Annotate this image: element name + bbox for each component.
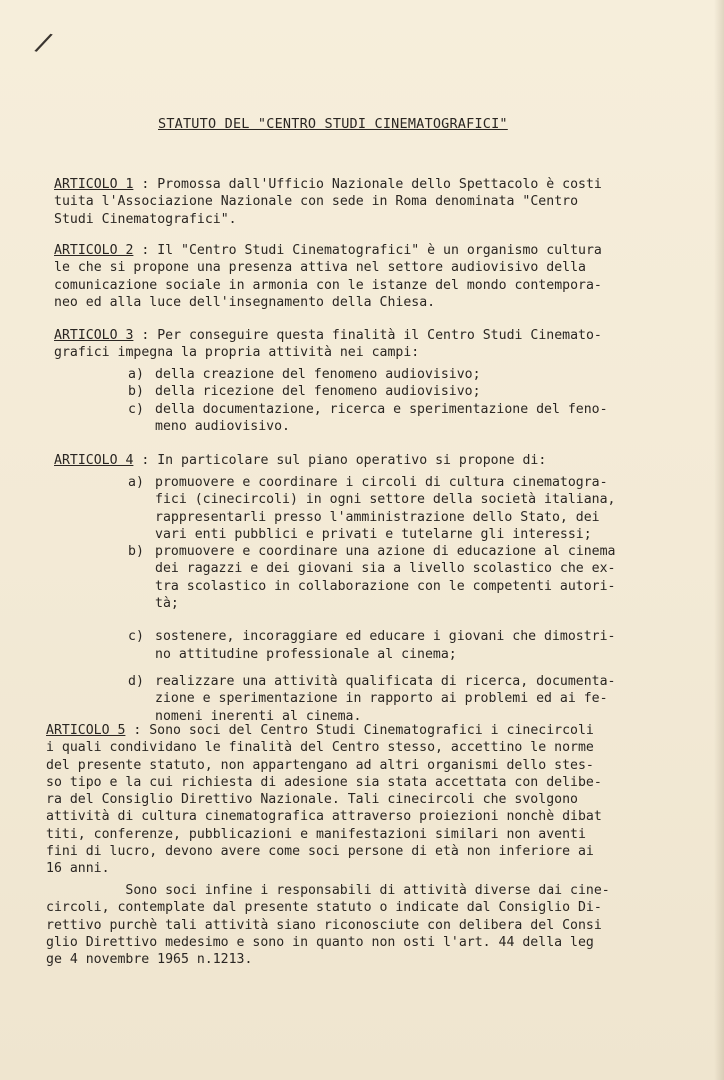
list-item-line: della creazione del fenomeno audiovisivo; bbox=[155, 367, 481, 382]
list-item-line: meno audiovisivo. bbox=[155, 418, 290, 434]
list-item-line: sostenere, incoraggiare ed educare i giovani che dimostri- bbox=[155, 629, 616, 645]
list-item-letter: d) bbox=[128, 673, 144, 689]
article-3-first-line: ARTICOLO 3 : Per conseguire questa finalità il Centro Studi Cinemato- bbox=[54, 328, 602, 343]
list-item bbox=[128, 673, 656, 725]
list-item-line: promuovere e coordinare una azione di educazione al cinema bbox=[155, 544, 616, 560]
list-item-line: della documentazione, ricerca e sperimentazione del feno- bbox=[155, 401, 608, 417]
list-item-line: della ricezione del fenomeno audiovisivo; bbox=[155, 384, 481, 400]
article-2-line: neo ed alla luce dell'insegnamento della Chiesa. bbox=[54, 294, 436, 310]
list-item-line: no attitudine professionale al cinema; bbox=[155, 646, 457, 662]
article-3-line: grafici impegna la propria attività nei campi: bbox=[54, 345, 420, 361]
article-5-paragraph-2 bbox=[46, 882, 656, 968]
article-1 bbox=[54, 176, 654, 228]
article-4-first-line: ARTICOLO 4 : In particolare sul piano operativo si propone di: bbox=[54, 453, 547, 468]
article-4-heading: ARTICOLO 4 bbox=[54, 453, 134, 468]
list-item-line: zione e sperimentazione in rapporto ai problemi ed ai fe- bbox=[155, 691, 608, 707]
article-5-p2-line: glio Direttivo medesimo e sono in quanto non osti l'art. 44 della leg bbox=[46, 934, 594, 950]
article-5-line: i quali condividano le finalità del Centro stesso, accettino le norme bbox=[46, 740, 594, 756]
article-5-line: fini di lucro, devono avere come soci persone di età non inferiore ai bbox=[46, 844, 594, 860]
list-item-line: vari enti pubblici e privati e tutelarne gli interessi; bbox=[155, 526, 592, 542]
article-3-heading: ARTICOLO 3 bbox=[54, 328, 134, 343]
article-5-p2-line: Sono soci infine i responsabili di attività diverse dai cine- bbox=[46, 883, 610, 898]
list-item bbox=[128, 401, 656, 436]
article-5 bbox=[46, 722, 656, 878]
article-2 bbox=[54, 242, 654, 311]
list-item-line: tra scolastico in collaborazione con le competenti autori- bbox=[155, 578, 616, 594]
article-5-first-line: ARTICOLO 5 : Sono soci del Centro Studi Cinematografici i cinecircoli bbox=[46, 723, 594, 738]
article-5-line: attività di cultura cinematografica attraverso proiezioni nonchè dibat bbox=[46, 809, 602, 825]
list-item-letter: b) bbox=[128, 544, 144, 560]
article-1-first-line: ARTICOLO 1 : Promossa dall'Ufficio Nazionale dello Spettacolo è costi bbox=[54, 177, 602, 192]
list-item-line: realizzare una attività qualificata di ricerca, documenta- bbox=[155, 673, 616, 689]
article-5-line: titi, conferenze, pubblicazioni e manifestazioni similari non aventi bbox=[46, 826, 586, 842]
article-2-heading: ARTICOLO 2 bbox=[54, 243, 134, 258]
list-item-letter: c) bbox=[128, 629, 144, 645]
list-item-line: promuovere e coordinare i circoli di cultura cinematogra- bbox=[155, 475, 608, 490]
article-3-list bbox=[128, 366, 656, 435]
article-5-line: so tipo e la cui richiesta di adesione sia stata accettata con delibe- bbox=[46, 774, 602, 790]
list-item-line: rappresentarli presso l'amministrazione dello Stato, dei bbox=[155, 509, 600, 525]
page-edge-shadow bbox=[714, 0, 724, 1080]
article-5-p2-line: ge 4 novembre 1965 n.1213. bbox=[46, 952, 253, 968]
article-4 bbox=[54, 452, 654, 469]
list-item bbox=[128, 474, 656, 543]
document-title: STATUTO DEL "CENTRO STUDI CINEMATOGRAFICI" bbox=[158, 116, 508, 132]
article-2-first-line: ARTICOLO 2 : Il "Centro Studi Cinematografici" è un organismo cultura bbox=[54, 243, 602, 258]
list-item-letter: b) bbox=[128, 384, 144, 400]
article-4-list bbox=[128, 474, 656, 725]
list-item bbox=[128, 383, 656, 400]
corner-pen-mark: / bbox=[31, 26, 56, 60]
article-1-line: tuita l'Associazione Nazionale con sede in Roma denominata "Centro bbox=[54, 194, 579, 210]
list-item bbox=[128, 366, 656, 383]
list-item-line: tà; bbox=[155, 596, 179, 612]
article-5-p2-line: rettivo purchè tali attività siano riconosciute con delibera del Consi bbox=[46, 917, 602, 933]
list-item-letter: c) bbox=[128, 401, 144, 417]
list-item-line: fici (cinecircoli) in ogni settore della società italiana, bbox=[155, 492, 616, 508]
list-item bbox=[128, 628, 656, 663]
list-item-line: dei ragazzi e dei giovani sia a livello scolastico che ex- bbox=[155, 561, 616, 577]
article-5-heading: ARTICOLO 5 bbox=[46, 723, 126, 738]
article-5-line: del presente statuto, non appartengano ad altri organismi dello stes- bbox=[46, 757, 594, 773]
list-item-line: nomeni inerenti al cinema. bbox=[155, 708, 362, 724]
article-5-p2-line: circoli, contemplate dal presente statuto o indicate dal Consiglio Di- bbox=[46, 900, 602, 916]
list-item-letter: a) bbox=[128, 367, 144, 382]
article-3 bbox=[54, 327, 654, 362]
list-item-letter: a) bbox=[128, 475, 144, 490]
article-2-line: le che si propone una presenza attiva nel settore audiovisivo della bbox=[54, 260, 586, 276]
article-2-line: comunicazione sociale in armonia con le istanze del mondo contempora- bbox=[54, 277, 602, 293]
article-5-line: 16 anni. bbox=[46, 861, 110, 877]
article-5-line: ra del Consiglio Direttivo Nazionale. Tali cinecircoli che svolgono bbox=[46, 792, 578, 808]
list-item bbox=[128, 543, 656, 612]
article-1-line: Studi Cinematografici". bbox=[54, 211, 237, 227]
article-1-heading: ARTICOLO 1 bbox=[54, 177, 134, 192]
